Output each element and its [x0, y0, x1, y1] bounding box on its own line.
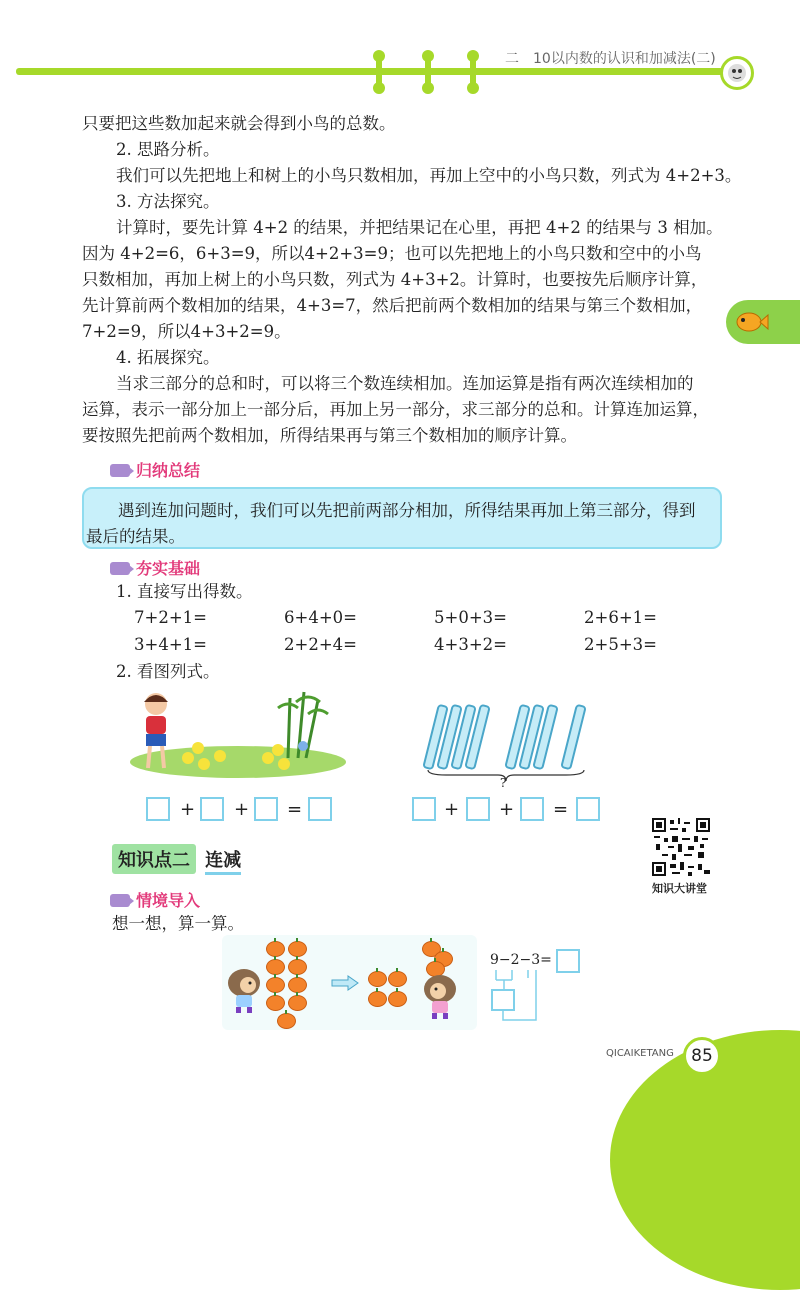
pumpkin [388, 991, 407, 1007]
plus-sign: + [444, 799, 460, 820]
subtraction-equation: 9−2−3= [490, 952, 552, 968]
answer-box[interactable] [308, 797, 332, 821]
prompt: 想一想，算一算。 [112, 914, 244, 933]
subtraction-diagram [486, 966, 546, 1028]
paragraph: 计算时，要先计算 4+2 的结果，并把结果记在心里，再把 4+2 的结果与 3 相加。 [116, 218, 723, 237]
qr-code[interactable] [650, 816, 712, 878]
answer-box[interactable] [412, 797, 436, 821]
page-number-text: 85 [691, 1046, 713, 1066]
equation: 3+4+1= [134, 635, 207, 654]
answer-box[interactable] [556, 949, 580, 973]
plus-sign: + [499, 799, 515, 820]
paragraph: 只要把这些数加起来就会得到小鸟的总数。 [82, 114, 396, 133]
pencil-icon [110, 562, 130, 575]
chapter-title: 二 10以内数的认识和加减法(二) [505, 51, 716, 67]
pumpkin [368, 971, 387, 987]
header-pin [422, 50, 434, 62]
stick [560, 704, 587, 771]
equals-sign: = [287, 799, 303, 820]
answer-box[interactable] [200, 797, 224, 821]
question: 1. 直接写出得数。 [116, 582, 253, 601]
header-pin [467, 82, 479, 94]
header-pin [467, 50, 479, 62]
paragraph: 先计算前两个数相加的结果，4+3=7，然后把前两个数相加的结果与第三个数相加， [82, 296, 703, 315]
paragraph: 我们可以先把地上和树上的小鸟只数相加，再加上空中的小鸟只数，列式为 4+2+3。 [116, 166, 742, 185]
answer-box[interactable] [576, 797, 600, 821]
section-heading-text: 情境导入 [136, 891, 201, 910]
knowledge-title: 连减 [205, 846, 241, 875]
header-pin [373, 50, 385, 62]
qr-caption: 知识大讲堂 [652, 882, 707, 895]
equation: 2+2+4= [284, 635, 357, 654]
page-number [683, 1037, 721, 1075]
answer-box[interactable] [254, 797, 278, 821]
step-heading: 3. 方法探究。 [116, 192, 220, 211]
equation: 6+4+0= [284, 608, 357, 627]
hedgehog-icon [224, 965, 264, 1015]
pumpkin [288, 995, 307, 1011]
paragraph: 当求三部分的总和时，可以将三个数连续相加。连加运算是指有两次连续相加的 [116, 374, 694, 393]
pencil-icon [110, 894, 130, 907]
pumpkin [288, 941, 307, 957]
equals-sign: = [553, 799, 569, 820]
pumpkin [288, 977, 307, 993]
equation: 7+2+1= [134, 608, 207, 627]
pumpkin [266, 941, 285, 957]
pumpkin [266, 959, 285, 975]
section-heading-text: 归纳总结 [136, 461, 201, 480]
pumpkin [266, 995, 285, 1011]
section-heading-summary [110, 458, 200, 481]
pumpkin [266, 977, 285, 993]
paragraph: 因为 4+2=6，6+3=9，所以4+2+3=9；也可以先把地上的小鸟只数和空中的小鸟 [82, 244, 702, 263]
answer-box[interactable] [466, 797, 490, 821]
pencil-icon [110, 464, 130, 477]
paragraph: 7+2=9，所以4+3+2=9。 [82, 322, 291, 341]
question-mark: ? [500, 776, 507, 790]
equation: 2+6+1= [584, 608, 657, 627]
summary-text: 遇到连加问题时，我们可以先把前两部分相加，所得结果再加上第三部分，得到 [118, 501, 696, 520]
answer-box[interactable] [146, 797, 170, 821]
answer-box[interactable] [520, 797, 544, 821]
question: 2. 看图列式。 [116, 662, 220, 681]
summary-text: 最后的结果。 [86, 527, 185, 546]
equation: 5+0+3= [434, 608, 507, 627]
paragraph: 要按照先把前两个数相加，所得结果再与第三个数相加的顺序计算。 [82, 426, 577, 445]
summary-box [82, 487, 722, 549]
pumpkin [368, 991, 387, 1007]
pumpkin [388, 971, 407, 987]
plus-sign: + [180, 799, 196, 820]
equation: 4+3+2= [434, 635, 507, 654]
step-heading: 2. 思路分析。 [116, 140, 220, 159]
section-heading-text: 夯实基础 [136, 559, 201, 578]
knowledge-point-heading [112, 844, 241, 875]
pumpkin-illustration [222, 935, 477, 1030]
paragraph: 运算，表示一部分加上一部分后，再加上另一部分，求三部分的总和。计算连加运算， [82, 400, 709, 419]
mascot-icon [720, 56, 754, 90]
paragraph: 只数相加，再加上树上的小鸟只数，列式为 4+3+2。计算时，也要按先后顺序计算， [82, 270, 708, 289]
step-heading: 4. 拓展探究。 [116, 348, 220, 367]
knowledge-label: 知识点二 [112, 844, 196, 874]
equation: 2+5+3= [584, 635, 657, 654]
section-heading-practice [110, 556, 200, 579]
arrow-right-icon [330, 975, 360, 991]
hedgehog-icon [418, 971, 462, 1025]
footer-brand: QICAIKETANG [606, 1048, 674, 1059]
fish-icon [733, 304, 769, 344]
girl-birds-illustration [128, 688, 348, 780]
pumpkin [288, 959, 307, 975]
header-pin [422, 82, 434, 94]
header-pin [373, 82, 385, 94]
plus-sign: + [234, 799, 250, 820]
sticks-illustration [408, 700, 608, 790]
pumpkin [277, 1013, 296, 1029]
section-heading-intro [110, 888, 200, 911]
